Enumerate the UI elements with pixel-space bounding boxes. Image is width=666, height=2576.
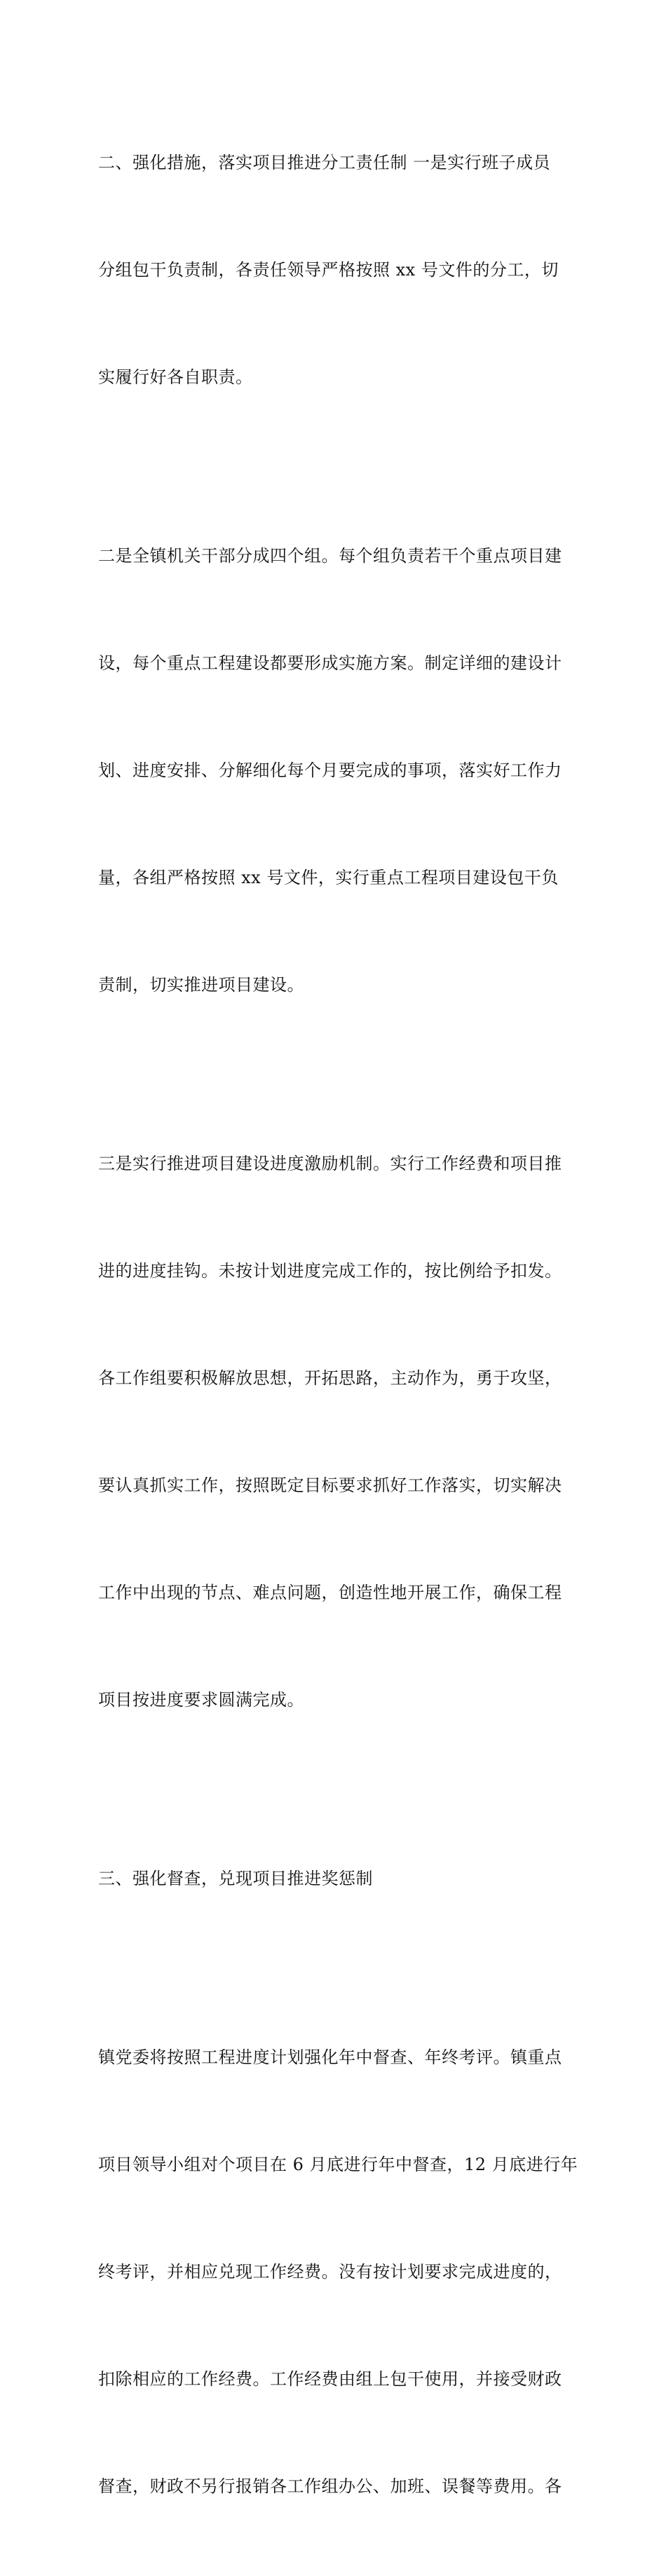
- text-line: 三、强化督查，兑现项目推进奖惩制: [98, 1869, 373, 1888]
- text-line: 实履行好各自职责。: [98, 367, 253, 387]
- text-line: 终考评，并相应兑现工作经费。没有按计划要求完成进度的，: [98, 2262, 562, 2282]
- paragraph-groups: [98, 467, 575, 1075]
- text-line: 镇党委将按照工程进度计划强化年中督查、年终考评。镇重点: [98, 2047, 562, 2067]
- paragraph-measures: [98, 74, 575, 467]
- text-line: 二是全镇机关干部分成四个组。每个组负责若干个重点项目建: [98, 546, 562, 566]
- document-page: [98, 74, 578, 2576]
- paragraph-incentive: [98, 1075, 575, 1790]
- text-line: 分组包干负责制，各责任领导严格按照 xx 号文件的分工，切: [98, 260, 559, 280]
- section-heading: [98, 1790, 575, 1968]
- paragraph-supervision: [98, 1968, 578, 2576]
- text-line: 二、强化措施，落实项目推进分工责任制 一是实行班子成员: [98, 153, 551, 172]
- text-line: 各工作组要积极解放思想，开拓思路，主动作为，勇于攻坚，: [98, 1368, 562, 1388]
- text-line: 三是实行推进项目建设进度激励机制。实行工作经费和项目推: [98, 1154, 562, 1173]
- text-line: 要认真抓实工作，按照既定目标要求抓好工作落实，切实解决: [98, 1476, 562, 1495]
- text-line: 工作中出现的节点、难点问题，创造性地开展工作，确保工程: [98, 1583, 562, 1602]
- text-line: 项目领导小组对个项目在 6 月底进行年中督查，12 月底进行年: [98, 2155, 578, 2174]
- text-line: 责制，切实推进项目建设。: [98, 975, 304, 995]
- text-line: 项目按进度要求圆满完成。: [98, 1690, 304, 1710]
- text-line: 扣除相应的工作经费。工作经费由组上包干使用，并接受财政: [98, 2369, 562, 2389]
- text-line: 进的进度挂钩。未按计划进度完成工作的，按比例给予扣发。: [98, 1261, 562, 1281]
- text-line: 督查，财政不另行报销各工作组办公、加班、误餐等费用。各: [98, 2476, 562, 2496]
- text-line: 设，每个重点工程建设都要形成实施方案。制定详细的建设计: [98, 653, 562, 673]
- text-line: 划、进度安排、分解细化每个月要完成的事项，落实好工作力: [98, 761, 562, 780]
- text-line: 量，各组严格按照 xx 号文件，实行重点工程项目建设包干负: [98, 868, 559, 887]
